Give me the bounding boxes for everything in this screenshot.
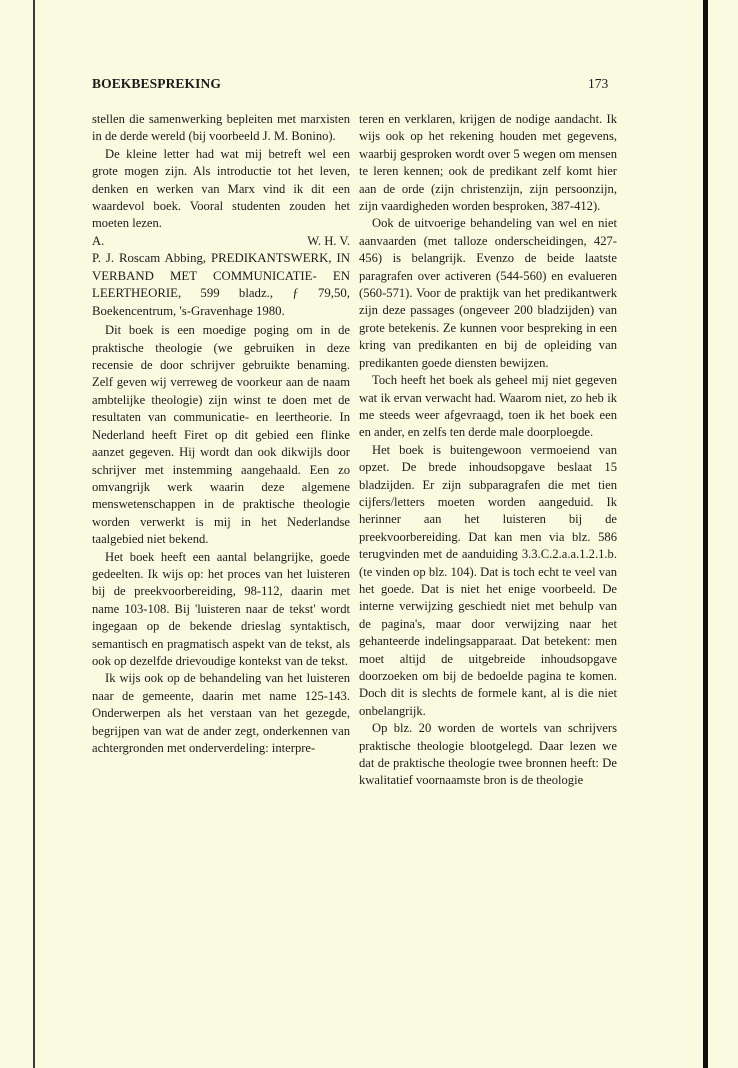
book-reference: P. J. Roscam Abbing, PREDIKANTSWERK, IN VERBAND MET COMMUNICATIE- EN LEERTHEORIE, 599 bladz., ƒ 79,50, Boekencentrum, 's-Gravenhage 1980.	[92, 251, 350, 318]
paragraph: Dit boek is een moedige poging om in de praktische theologie (we gebruiken in deze recensie de door schrijver gebruikte benaming. Zelf geven wij verreweg de voorkeur aan de naam ambtelijke theologie) zijn winst te doen met de resultaten van communicatie- en leertheorie. In Nederland heeft Firet op dit gebied een flinke aanzet gegeven. Hij wordt dan ook dikwijls door schrijver met instemming aangehaald. Een zo omvangrijk werk waarin deze algemene menswetenschappen in de praktische theologie worden verwerkt is mij in het Nederlandse taalgebied niet bekend.	[92, 323, 350, 547]
paragraph: Ook de uitvoerige behandeling van wel en niet aanvaarden (met talloze onderscheidingen, 427-456) is belangrijk. Evenzo de beide laatste paragrafen over activeren (544-560) en evalueren (560-571). Voor de praktijk van het predikantwerk zijn deze passages (ongeveer 200 bladzijden) van grote betekenis. Ze kunnen voor bespreking in een kring van predikanten en bij de opleiding van predikanten goede diensten bewijzen.	[359, 216, 617, 370]
paragraph: Het boek is buitengewoon vermoeiend van opzet. De brede inhoudsopgave beslaat 15 bladzijden. Er zijn subparagrafen die met tien cijfers/letters moeten worden aangeduid. Ik herinner aan het luisteren bij de preekvoorbereiding. Dat kan men via blz. 586 terugvinden met de aanduiding 3.3.C.2.a.a.1.2.1.b. (te vinden op blz. 104). Dat is toch echt te veel van het goede. Dat is niet het enige voorbeeld. De interne verwijzing geschiedt niet met behulp van de pagina's, maar door verwijzing naar het gehanteerde indelingsapparaat. Dat betekent: men moet altijd de uitgebreide inhoudsopgave doorzoeken om bij de bedoelde pagina te komen. Doch dit is slechts de formele kant, al is die niet onbelangrijk.	[359, 442, 617, 718]
scan-edge-right	[703, 0, 708, 1068]
signature-author: W. H. V.	[307, 233, 350, 248]
page-number: 173	[588, 76, 609, 91]
scan-edge-left	[33, 0, 35, 1068]
paragraph: Toch heeft het boek als geheel mij niet gegeven wat ik ervan verwacht had. Waarom niet, zo heb ik me steeds weer afgevraagd, toen ik het boek een en ander, en zelfs ten derde male doorploegde.	[359, 373, 617, 440]
right-column	[359, 111, 617, 790]
left-column	[92, 111, 350, 757]
paragraph: Op blz. 20 worden de wortels van schrijvers praktische theologie blootgelegd. Daar lezen we dat de praktische theologie twee bronnen heeft: De kwalitatief voornaamste bron is de theologie	[359, 721, 617, 788]
paragraph: Het boek heeft een aantal belangrijke, goede gedeelten. Ik wijs op: het proces van het luisteren bij de preekvoorbereiding, 98-112, daarin met name 103-108. Bij 'luisteren naar de tekst' wordt ingegaan op de bekende drieslag syntaktisch, semantisch en pragmatisch aspekt van de tekst, als ook op dezelfde drievoudige kontekst van de tekst.	[92, 549, 350, 668]
paragraph: stellen die samenwerking bepleiten met marxisten in de derde wereld (bij voorbeeld J. M. Bonino).	[92, 112, 350, 144]
paragraph: teren en verklaren, krijgen de nodige aandacht. Ik wijs ook op het rekening houden met gegevens, waarbij gesproken wordt over 5 wegen om mensen te leren kennen; ook de predikant zelf komt hier aan de orde (zijn christenzijn, zijn persoonzijn, zijn vaardigheden worden besproken, 387-412).	[359, 112, 617, 214]
paragraph: De kleine letter had wat mij betreft wel een grote mogen zijn. Als introductie tot het leven, denken en werken van Marx vind ik dit een waardevol boek. Vooral studenten zouden het moeten lezen.	[92, 146, 350, 231]
running-header: BOEKBESPREKING	[92, 76, 221, 91]
paragraph: Ik wijs ook op de behandeling van het luisteren naar de gemeente, daarin met name 125-143. Onderwerpen als het verstaan van het gezegde, begrijpen van wat de ander zegt, onderkennen van achtergronden met onderverdeling: interpre-	[92, 671, 350, 755]
review-signature	[92, 233, 350, 250]
signature-initial: A.	[92, 233, 105, 248]
